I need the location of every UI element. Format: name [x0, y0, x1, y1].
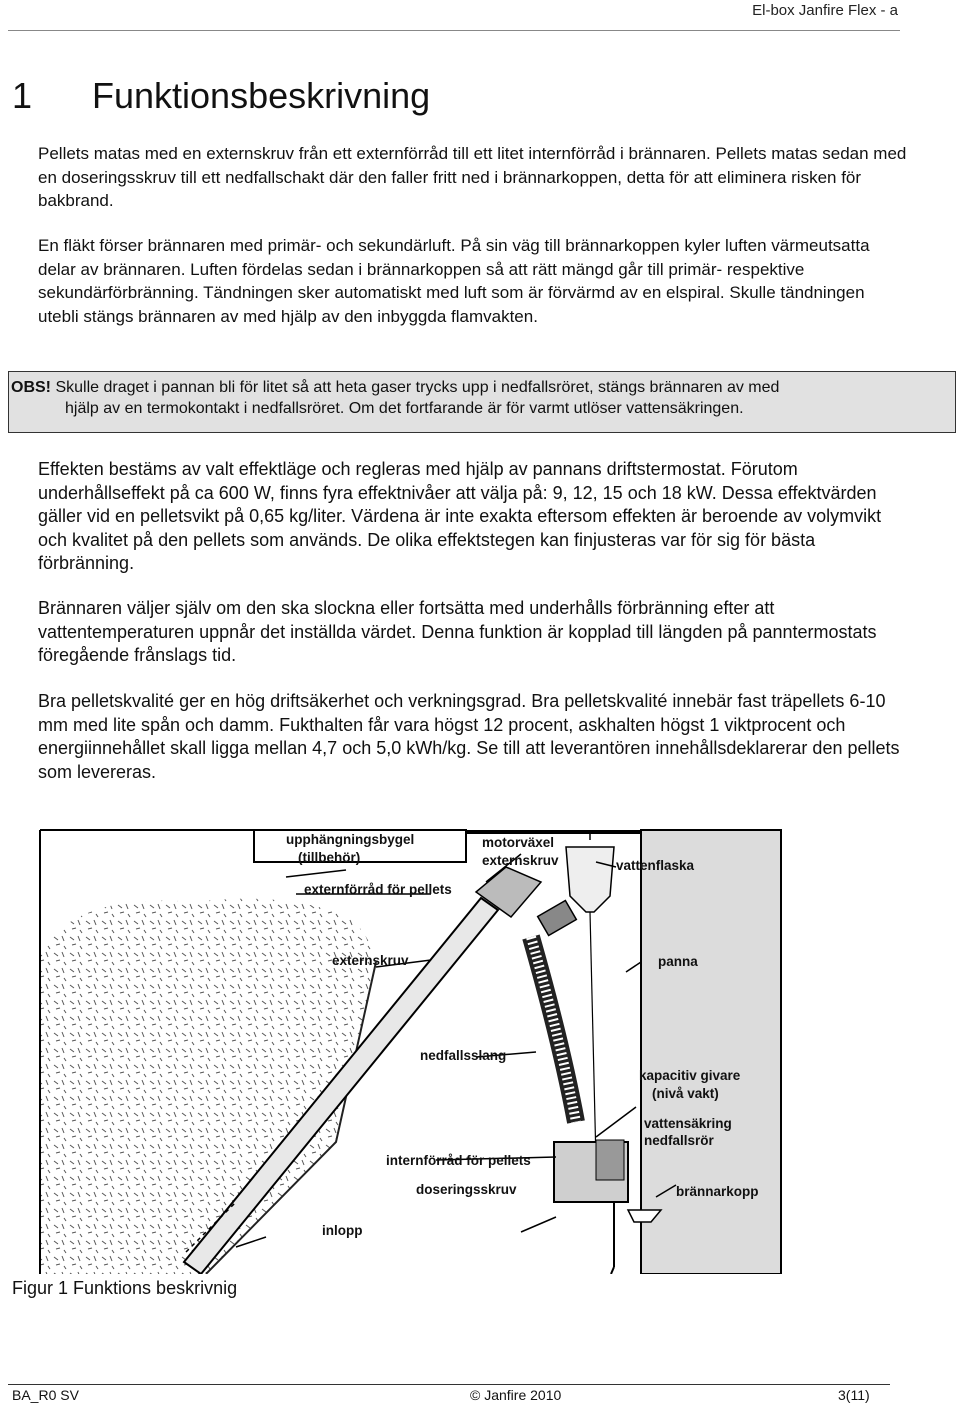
figure-caption: Figur 1 Funktions beskrivnig: [12, 1278, 238, 1298]
footer-doc-code: BA_R0 SV: [12, 1387, 79, 1403]
header-divider: [8, 30, 900, 31]
label-inlet: inlopp: [322, 1223, 363, 1238]
paragraph-feeding: Pellets matas med en externskruv från ett externförråd till ett litet internförråd i brännaren. Pellets matas sedan med en doseringsskruv till ett nedfallschakt där den faller fritt ned i brännarkoppen, detta för att eliminera risken för bakbrand.: [38, 144, 907, 210]
paragraph-power: Effekten bestäms av valt effektläge och regleras med hjälp av pannans driftstermostat. Förutom underhållseffekt på ca 600 W, finns fyra effektnivåer att välja på: 9, 12, 15 och 18 kW. Dessa effektvärden gäller vid en pelletsvikt på 0,65 kg/liter. Värdena är inte exakta eftersom effekten är beroende av volymvikt och kvalitet på den pellets som används. De olika effektstegen kan finjusteras var för sig för bästa förbränning.: [38, 459, 882, 573]
footer-copyright: © Janfire 2010: [470, 1387, 562, 1403]
footer-divider: [8, 1384, 890, 1385]
label-bracket: upphängningsbygel: [286, 832, 415, 847]
document-header-title: El-box Janfire Flex - a: [752, 2, 898, 19]
notice-line-1: OBS! Skulle draget i pannan bli för litet så att heta gaser trycks upp i nedfallsröret, stängs brännaren av med: [11, 379, 780, 396]
notice-label: OBS!: [11, 379, 51, 396]
paragraph-shutdown: Brännaren väljer själv om den ska slockna eller fortsätta med underhålls förbränning efter att vattentemperaturen uppnår det inställda värdet. Denna funktion är kopplad till längden på panntermostats föregående frånslags tid.: [38, 598, 877, 665]
label-level-guard: (nivå vakt): [652, 1086, 719, 1101]
label-external-storage: externförråd för pellets: [304, 882, 452, 897]
label-burner-cup: brännarkopp: [676, 1184, 759, 1199]
label-boiler: panna: [658, 954, 698, 969]
label-gear-motor: motorväxel: [482, 835, 555, 850]
label-drop-hose: nedfallsslang: [420, 1048, 507, 1063]
function-diagram: [36, 822, 796, 1274]
label-external-auger: externskruv: [332, 953, 409, 968]
label-gear-motor-auger: externskruv: [482, 853, 559, 868]
label-water-safety: vattensäkring: [644, 1116, 732, 1131]
paragraph-pellet-quality: Bra pelletskvalité ger en hög driftsäkerhet och verkningsgrad. Bra pelletskvalité innebär fast träpellets 6-10 mm med lite spån och damm. Fukthalten får vara högst 12 procent, askhalten högst 1 viktprocent och energiinnehållet skall ligga mellan 4,7 och 5,0 kWh/kg. Se till att leverantören innehållsdeklarerar den pellets som levereras.: [38, 691, 900, 782]
paragraph-air: En fläkt förser brännaren med primär- och sekundärluft. På sin väg till brännarkoppen kyler luften värmeutsatta delar av brännaren. Luften fördelas sedan i brännarkoppen så att rätt mängd går till primär- respektive sekundärförbränning. Tändningen sker automatiskt med luft som är förvärmd av en elspiral. Skulle tändningen utebli stängs brännaren av med hjälp av den inbyggda flamvakten.: [38, 236, 870, 326]
label-internal-storage: internförråd för pellets: [386, 1153, 531, 1168]
boiler-body: [641, 830, 781, 1274]
label-dosing-auger: doseringsskruv: [416, 1182, 517, 1197]
notice-line-2: hjälp av en termokontakt i nedfallsröret. Om det fortfarande är för varmt utlöser vattensäkringen.: [65, 400, 744, 417]
label-capacitive-sensor: kapacitiv givare: [639, 1068, 741, 1083]
label-drop-tube: nedfallsrör: [644, 1133, 714, 1148]
section-title: Funktionsbeskrivning: [92, 75, 431, 116]
label-bracket-accessory: (tillbehör): [298, 850, 361, 865]
footer-page-number: 3(11): [838, 1387, 870, 1403]
section-number: 1: [12, 75, 33, 116]
section-heading: [12, 75, 430, 117]
notice-box: [8, 371, 956, 433]
label-water-bottle: vattenflaska: [616, 858, 695, 873]
